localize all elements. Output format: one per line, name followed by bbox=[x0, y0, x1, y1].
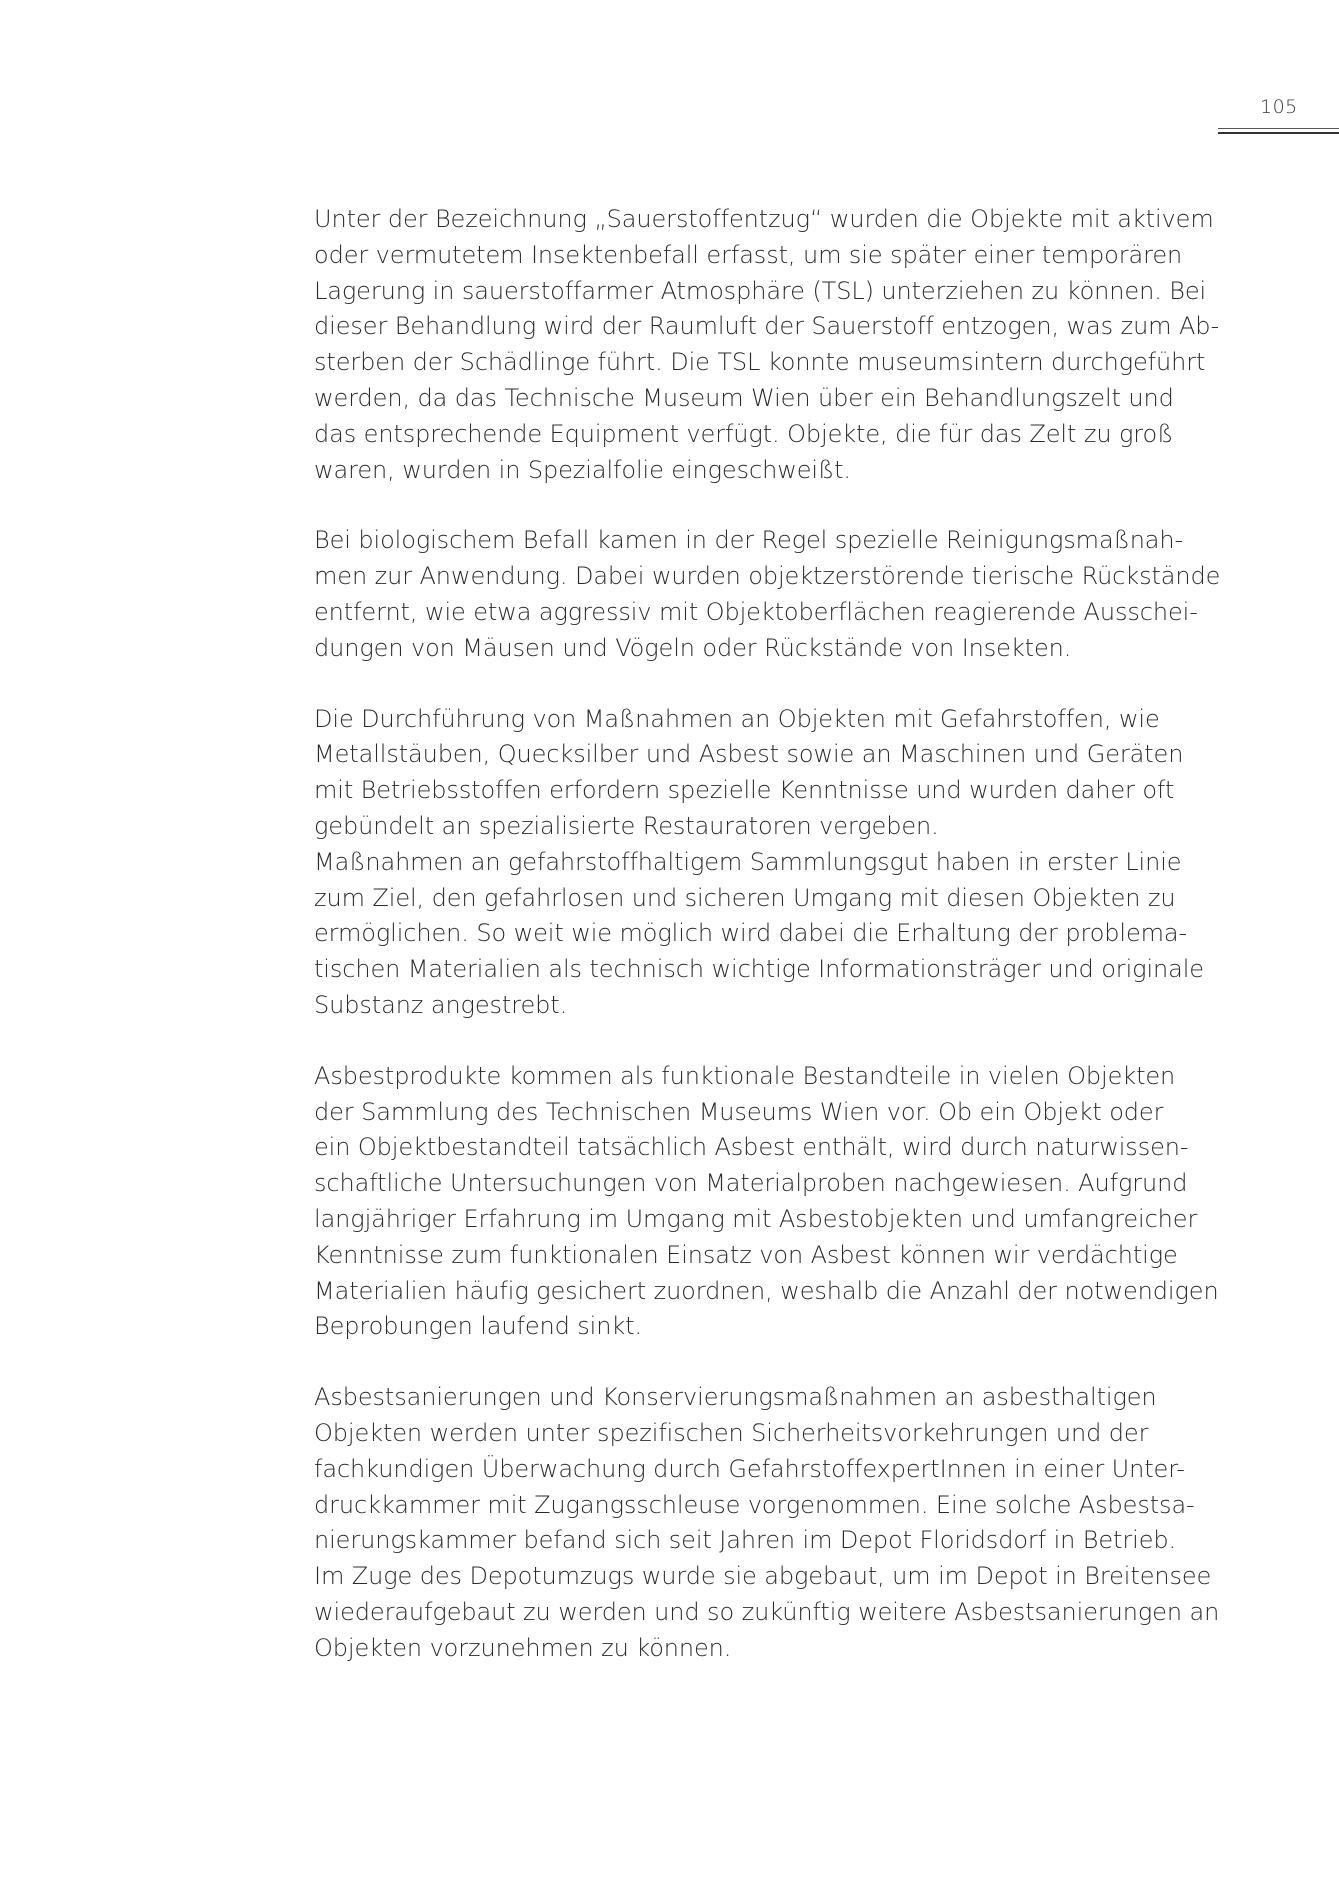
text-line: mit Betriebsstoffen erfordern spezielle Kenntnisse und wurden daher oft bbox=[314, 776, 1175, 805]
text-line: Maßnahmen an gefahrstoffhaltigem Sammlungsgut haben in erster Linie bbox=[314, 847, 1182, 876]
text-line: Im Zuge des Depotumzugs wurde sie abgebaut, um im Depot in Breitensee bbox=[314, 1562, 1212, 1591]
text-line: nierungskammer befand sich seit Jahren im Depot Floridsdorf in Betrieb. bbox=[314, 1526, 1177, 1555]
text-line: Lagerung in sauerstoffarmer Atmosphäre (TSL) unterziehen zu können. Bei bbox=[314, 276, 1207, 305]
text-line: langjähriger Erfahrung im Umgang mit Asbestobjekten und umfangreicher bbox=[314, 1204, 1198, 1233]
text-line: Kenntnisse zum funktionalen Einsatz von Asbest können wir verdächtige bbox=[314, 1240, 1178, 1269]
text-line: fachkundigen Überwachung durch GefahrstoffexpertInnen in einer Unter- bbox=[314, 1454, 1185, 1483]
text-line: men zur Anwendung. Dabei wurden objektzerstörende tierische Rückstände bbox=[314, 562, 1221, 591]
paragraph-asbestos-products bbox=[314, 1059, 1219, 1345]
text-line: Beprobungen laufend sinkt. bbox=[314, 1312, 642, 1341]
page-number: 105 bbox=[1260, 96, 1298, 118]
text-line: entfernt, wie etwa aggressiv mit Objektoberflächen reagierende Ausschei- bbox=[314, 597, 1198, 626]
text-line: werden, da das Technische Museum Wien über ein Behandlungszelt und bbox=[314, 383, 1174, 412]
text-line: Bei biologischem Befall kamen in der Regel spezielle Reinigungsmaßnah- bbox=[314, 526, 1184, 555]
text-line: Die Durchführung von Maßnahmen an Objekten mit Gefahrstoffen, wie bbox=[314, 704, 1160, 733]
text-line: Objekten vorzunehmen zu können. bbox=[314, 1633, 732, 1662]
header-rule-thick bbox=[1218, 132, 1339, 134]
paragraph-biological-infestation bbox=[314, 523, 1221, 666]
text-line: schaftliche Untersuchungen von Materialproben nachgewiesen. Aufgrund bbox=[314, 1169, 1188, 1198]
paragraph-oxygen-deprivation bbox=[314, 202, 1219, 488]
text-line: druckkammer mit Zugangsschleuse vorgenommen. Eine solche Asbestsa- bbox=[314, 1490, 1195, 1519]
text-line: Materialien häufig gesichert zuordnen, weshalb die Anzahl der notwendigen bbox=[314, 1276, 1219, 1305]
text-line: das entsprechende Equipment verfügt. Objekte, die für das Zelt zu groß bbox=[314, 419, 1174, 448]
text-line: ein Objektbestandteil tatsächlich Asbest enthält, wird durch naturwissen- bbox=[314, 1133, 1189, 1162]
text-line: zum Ziel, den gefahrlosen und sicheren Umgang mit diesen Objekten zu bbox=[314, 883, 1176, 912]
text-line: wiederaufgebaut zu werden und so zukünftig weitere Asbestsanierungen an bbox=[314, 1597, 1220, 1626]
text-line: oder vermutetem Insektenbefall erfasst, um sie später einer temporären bbox=[314, 240, 1183, 269]
text-line: gebündelt an spezialisierte Restauratoren vergeben. bbox=[314, 811, 939, 840]
text-line: tischen Materialien als technisch wichtige Informationsträger und originale bbox=[314, 955, 1204, 984]
text-line: Asbestprodukte kommen als funktionale Bestandteile in vielen Objekten bbox=[314, 1061, 1176, 1090]
text-line: waren, wurden in Spezialfolie eingeschweißt. bbox=[314, 455, 851, 484]
text-line: Objekten werden unter spezifischen Sicherheitsvorkehrungen und der bbox=[314, 1418, 1149, 1447]
text-line: Asbestsanierungen und Konservierungsmaßnahmen an asbesthaltigen bbox=[314, 1383, 1157, 1412]
text-line: dungen von Mäusen und Vögeln oder Rückstände von Insekten. bbox=[314, 633, 1072, 662]
text-line: dieser Behandlung wird der Raumluft der Sauerstoff entzogen, was zum Ab- bbox=[314, 312, 1219, 341]
text-line: Substanz angestrebt. bbox=[314, 990, 568, 1019]
paragraph-asbestos-remediation bbox=[314, 1380, 1220, 1666]
header-rule-thin bbox=[1218, 128, 1339, 129]
text-line: der Sammlung des Technischen Museums Wien vor. Ob ein Objekt oder bbox=[314, 1097, 1164, 1126]
text-line: sterben der Schädlinge führt. Die TSL konnte museumsintern durchgeführt bbox=[314, 348, 1206, 377]
text-line: Metallstäuben, Quecksilber und Asbest sowie an Maschinen und Geräten bbox=[314, 740, 1184, 769]
text-line: ermöglichen. So weit wie möglich wird dabei die Erhaltung der problema- bbox=[314, 919, 1188, 948]
paragraph-hazardous-materials bbox=[314, 702, 1204, 1024]
text-line: Unter der Bezeichnung „Sauerstoffentzug“ wurden die Objekte mit aktivem bbox=[314, 205, 1214, 233]
body-text bbox=[314, 202, 1221, 1701]
